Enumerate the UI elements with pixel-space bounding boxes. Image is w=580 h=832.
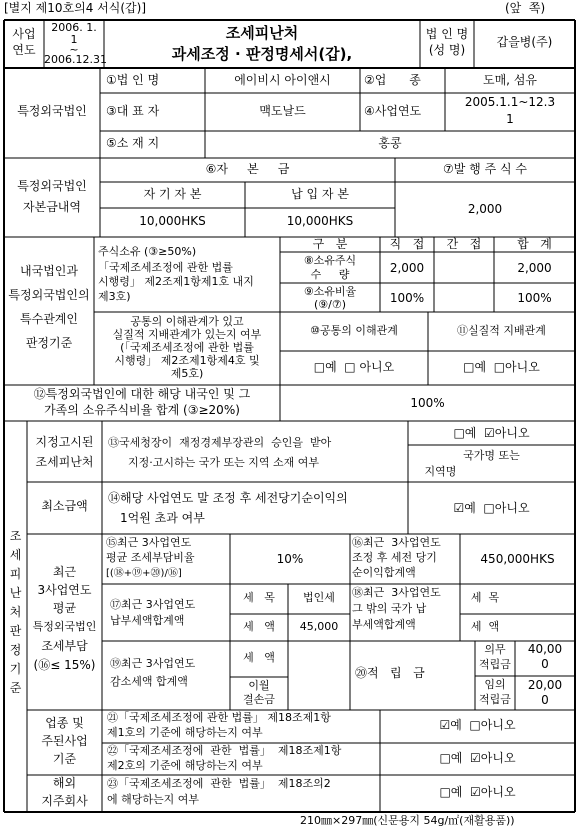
paid-capital-label: 납 입 자 본 xyxy=(291,187,349,201)
r21-text-1: ㉑「국제조세조정에 관한 법률」 제18조제1항 xyxy=(107,711,331,724)
ratio-total: 100% xyxy=(517,291,552,305)
fiscal-year-value-2: 1 xyxy=(506,112,514,126)
r18-text-1: ⑱최근 3사업연도 xyxy=(352,586,441,599)
relation-section-3: 특수관계인 xyxy=(20,312,78,326)
share-criterion-3: 시행령」 제2조제1항제1호 내지 xyxy=(98,275,254,288)
avg-label-1: 최근 xyxy=(52,565,77,579)
r15-text-3: [(⑱+⑲+⑳)/⑯] xyxy=(106,568,182,579)
period-sep: ~ xyxy=(69,43,79,56)
corp-name-label-2: (성 명) xyxy=(428,43,466,57)
side-label-3: 피 xyxy=(9,567,22,581)
paper-spec: 210㎜×297㎜(신문용지 54g/㎡(재활용품)) xyxy=(300,814,515,827)
corp-name-label: 법 인 명 xyxy=(425,27,469,41)
avg-label-5: 조세부담 xyxy=(41,639,88,653)
row12-value: 100% xyxy=(410,396,445,410)
row-shares-label-2: 수 량 xyxy=(310,268,350,281)
voluntary-label-2: 적립금 xyxy=(479,693,511,706)
r22-check[interactable]: □예 ☑아니오 xyxy=(439,751,516,765)
designated-label-2: 조세피난처 xyxy=(35,455,94,469)
r23-text-2: 에 해당하는지 여부 xyxy=(107,793,200,806)
r18-item-label: 세 목 xyxy=(470,591,500,604)
corp-name-value: 갑을병(주) xyxy=(496,35,553,49)
r23-text-1: ㉓「국제조세조정에 관한 법률」 제18조의2 xyxy=(107,777,331,790)
avg-label-6: (⑯≤ 15%) xyxy=(33,658,96,672)
period-start-2: 1 xyxy=(70,33,78,46)
r22-text-2: 제2호의 기준에 해당하는지 여부 xyxy=(107,759,263,772)
r15-value: 10% xyxy=(276,552,304,566)
side-label-4: 난 xyxy=(9,586,22,600)
row12-label-2: 가족의 소유주식비율 합계 (③≥20%) xyxy=(44,403,240,417)
year-label-2: 연도 xyxy=(12,43,36,57)
row-ratio-label: ⑨소유비율 xyxy=(303,285,357,298)
voluntary-value: 20,00 xyxy=(527,678,563,692)
country-label-2: 지역명 xyxy=(424,465,457,478)
biz-label-3: 기준 xyxy=(52,752,77,766)
foreign-corp-section: 특정외국법인 xyxy=(17,104,87,118)
shares-direct: 2,000 xyxy=(389,261,425,275)
mandatory-value-2: 0 xyxy=(541,657,549,671)
shares-label: ⑦발 행 주 식 수 xyxy=(443,162,527,176)
avg-label-2: 3사업연도 xyxy=(37,583,92,597)
side-label-5: 처 xyxy=(9,605,22,619)
avg-label-4: 특정외국법인 xyxy=(32,620,97,633)
min-amount-label: 최소금액 xyxy=(41,499,88,513)
r16-text-2: 조정 후 세전 당기 xyxy=(352,551,437,564)
paid-capital-value: 10,000HKS xyxy=(286,214,354,228)
side-label-8: 기 xyxy=(9,662,22,676)
country-label: 국가명 또는 xyxy=(463,449,520,462)
relation-section-1: 내국법인과 xyxy=(20,264,78,278)
ratio-direct: 100% xyxy=(389,291,425,305)
form-title: 조세피난처 xyxy=(225,24,299,42)
common-criterion-2: 실질적 지배관계가 있는지 여부 xyxy=(112,328,262,341)
r19-carry-label-2: 결손금 xyxy=(243,693,275,706)
year-label: 사업 xyxy=(12,27,36,41)
side-label-2: 세 xyxy=(9,548,22,562)
voluntary-value-2: 0 xyxy=(541,693,549,707)
r14-check[interactable]: ☑예 □아니오 xyxy=(453,501,530,515)
business-value: 도매, 섬유 xyxy=(483,73,537,87)
form-number: [별지 제10호의4 서식(갑)] xyxy=(4,1,146,15)
address-label: ⑤소 재 지 xyxy=(106,136,160,150)
shares-total: 2,000 xyxy=(517,261,552,275)
r16-text-3: 순이익합계액 xyxy=(352,566,416,579)
self-capital-value: 10,000HKS xyxy=(139,214,206,228)
control-check[interactable]: □예 □아니오 xyxy=(463,360,540,374)
r18-text-3: 부세액합계액 xyxy=(352,618,416,631)
row-ratio-label-2: (⑨/⑦) xyxy=(313,298,346,311)
fiscal-year-value: 2005.1.1~12.3 xyxy=(464,95,556,109)
common-criterion-1: 공통의 이해관계가 있고 xyxy=(130,315,244,328)
r15-text-2: 평균 조세부담비율 xyxy=(106,551,195,564)
side-label-9: 준 xyxy=(9,681,22,695)
designated-label: 지정고시된 xyxy=(35,435,94,449)
name-value: 에이비시 아이앤시 xyxy=(234,73,331,87)
r18-amount-label: 세 액 xyxy=(470,620,500,633)
side-label-1: 조 xyxy=(9,529,22,543)
capital-label: ⑥자 본 금 xyxy=(205,162,290,176)
name-label: ①법 인 명 xyxy=(106,73,160,87)
share-criterion-4: 제3호) xyxy=(98,290,131,303)
biz-label-2: 주된사업 xyxy=(41,734,88,748)
r19-carry-label: 이월 xyxy=(248,679,270,692)
control-label: ⑪실질적 지배관계 xyxy=(457,324,546,337)
capital-section-2: 자본금내역 xyxy=(23,200,81,214)
address-value: 홍콩 xyxy=(378,136,402,150)
overseas-label-2: 지주회사 xyxy=(41,794,88,808)
form-subtitle: 과세조정 · 판정명세서(갑), xyxy=(171,45,353,63)
relation-section-4: 판정기준 xyxy=(25,336,73,350)
r18-text-2: 그 밖의 국가 납 xyxy=(352,602,427,615)
common-criterion-3: (「국제조세조정에 관한 법률 xyxy=(120,341,254,354)
period-start: 2006. 1. xyxy=(51,21,97,34)
rep-value: 맥도날드 xyxy=(259,104,306,118)
fiscal-year-label: ④사업연도 xyxy=(364,104,422,118)
share-criterion-1: 주식소유 (③≥50%) xyxy=(98,245,197,258)
col-gubun: 구 분 xyxy=(312,237,348,251)
col-indirect: 간 접 xyxy=(446,237,482,251)
share-criterion-2: 「국제조세조정에 관한 법률 xyxy=(98,261,233,274)
r21-text-2: 제1호의 기준에 해당하는지 여부 xyxy=(107,726,263,739)
r22-text-1: ㉒「국제조세조정에 관한 법률」 제18조제1항 xyxy=(107,744,342,757)
tax-item-label: 세 목 xyxy=(243,591,275,604)
r17-text-2: 납부세액합계액 xyxy=(110,614,185,627)
common-interest-check[interactable]: □예 □ 아니오 xyxy=(313,360,395,374)
common-criterion-5: 제5호) xyxy=(170,367,204,380)
r14-text-1: ⑭해당 사업연도 말 조정 후 세전당기순이익의 xyxy=(108,491,348,505)
shares-value: 2,000 xyxy=(467,202,503,216)
page-side: (앞 쪽) xyxy=(505,1,546,15)
rep-label: ③대 표 자 xyxy=(106,104,160,118)
business-label: ②업 종 xyxy=(364,73,421,87)
capital-section: 특정외국법인 xyxy=(17,179,87,193)
r17-text-1: ⑰최근 3사업연도 xyxy=(110,598,196,611)
common-criterion-4: 시행령」 제2조제1항제4호 및 xyxy=(114,354,260,367)
r13-check[interactable]: □예 ☑아니오 xyxy=(453,426,530,440)
r16-text-1: ⑯최근 3사업연도 xyxy=(352,536,441,549)
r13-text-1: ⑬국세청장이 재정경제부장관의 승인을 받아 xyxy=(108,436,332,449)
side-label-6: 판 xyxy=(9,624,22,638)
r23-check[interactable]: □예 ☑아니오 xyxy=(439,785,516,799)
r20-label: ⑳적 립 금 xyxy=(355,666,425,680)
row-shares-label: ⑧소유주식 xyxy=(303,254,357,267)
period-end: 2006.12.31 xyxy=(44,53,107,66)
r19-text-1: ⑲최근 3사업연도 xyxy=(110,657,196,670)
self-capital-label: 자 기 자 본 xyxy=(143,187,202,201)
r21-check[interactable]: ☑예 □아니오 xyxy=(439,718,516,732)
r19-text-2: 감소세액 합계액 xyxy=(110,675,188,688)
avg-label-3: 평균 xyxy=(52,601,77,615)
r13-text-2: 지정·고시하는 국가 또는 지역 소재 여부 xyxy=(128,456,319,469)
r16-value: 450,000HKS xyxy=(480,552,555,566)
side-label-7: 정 xyxy=(9,643,22,657)
col-total: 합 계 xyxy=(517,237,552,251)
tax-item-value: 법인세 xyxy=(303,591,335,604)
common-interest-label: ⑩공통의 이해관계 xyxy=(310,324,398,337)
r14-text-2: 1억원 초과 여부 xyxy=(120,511,205,525)
row12-label-1: ⑫특정외국법인에 대한 해당 내국인 및 그 xyxy=(33,387,251,401)
biz-label-1: 업종 및 xyxy=(45,716,84,730)
mandatory-label-2: 적립금 xyxy=(479,658,511,671)
col-direct: 직 접 xyxy=(389,237,425,251)
tax-amount-value: 45,000 xyxy=(299,620,339,633)
r15-text-1: ⑮최근 3사업연도 xyxy=(106,536,192,549)
mandatory-value: 40,00 xyxy=(527,642,563,656)
r19-amount-label: 세 액 xyxy=(243,651,275,664)
tax-amount-label: 세 액 xyxy=(243,620,275,633)
relation-section-2: 특정외국법인의 xyxy=(8,288,90,302)
overseas-label: 해외 xyxy=(52,776,77,790)
mandatory-label: 의무 xyxy=(484,643,506,656)
voluntary-label: 임의 xyxy=(484,678,506,691)
